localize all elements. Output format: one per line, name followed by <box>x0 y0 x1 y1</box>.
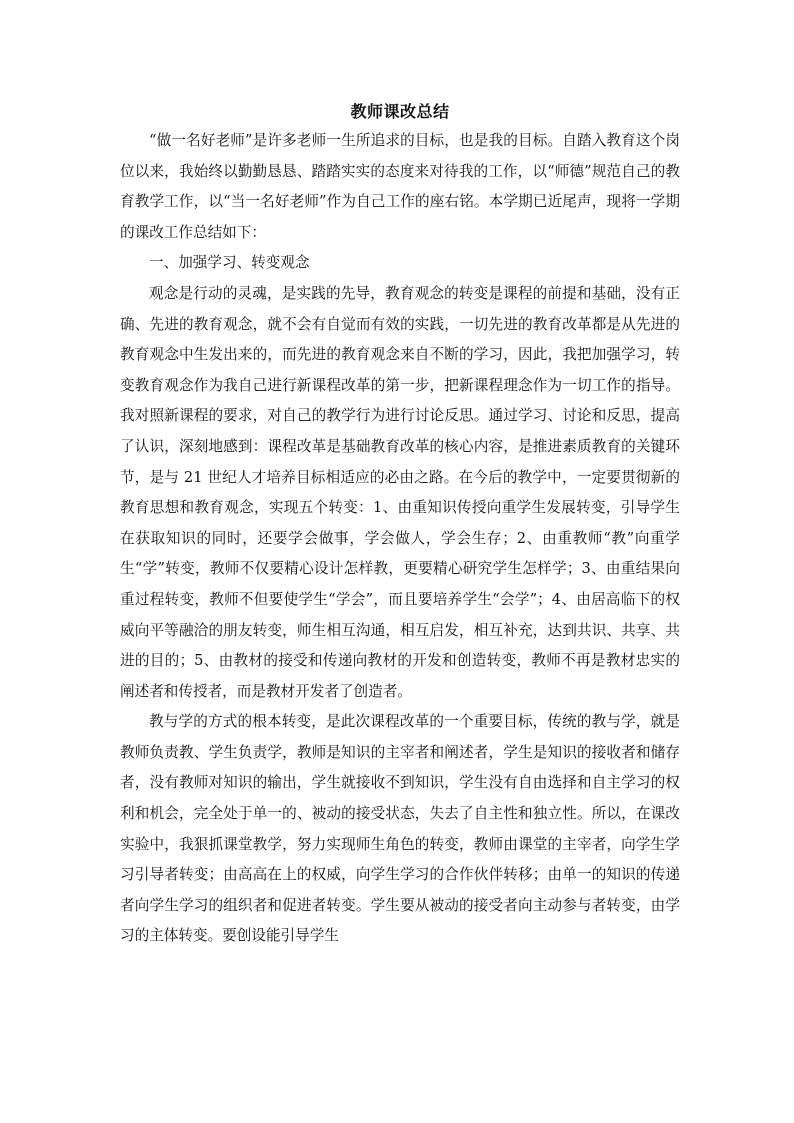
document-title: 教师课改总结 <box>350 102 450 121</box>
section-heading-1: 一、加强学习、转变观念 <box>149 254 310 272</box>
paragraph-intro: “做一名好老师”是许多老师一生所追求的目标，也是我的目标。自踏入教育这个岗位以来，我始终以勤勤恳恳、踏踏实实的态度来对待我的工作，以“师德”规范自己的教育教学工作，以“当一名好老师”作为自己工作的座右铭。本学期已近尾声，现将一学期的课改工作总结如下： <box>120 132 680 241</box>
paragraph-teaching-methods: 教与学的方式的根本转变，是此次课程改革的一个重要目标，传统的教与学，就是教师负责教、学生负责学，教师是知识的主宰者和阐述者，学生是知识的接收者和储存者，没有教师对知识的输出，学生就接收不到知识，学生没有自由选择和自主学习的权利和机会，完全处于单一的、被动的接受状态，失去了自主性和独立性。所以，在课改实验中，我狠抓课堂教学，努力实现师生角色的转变，教师由课堂的主宰者，向学生学习引导者转变；由高高在上的权威，向学生学习的合作伙伴转移；由单一的知识的传递者向学生学习的组织者和促进者转变。学生要从被动的接受者向主动参与者转变，由学习的主体转变。要创设能引导学生 <box>120 713 680 945</box>
paragraph-concept: 观念是行动的灵魂，是实践的先导，教育观念的转变是课程的前提和基础，没有正确、先进的教育观念，就不会有自觉而有效的实践，一切先进的教育改革都是从先进的教育观念中生发出来的，而先进的教育观念来自不断的学习，因此，我把加强学习，转变教育观念作为我自己进行新课程改革的第一步，把新课程理念作为一切工作的指导。我对照新课程的要求，对自己的教学行为进行讨论反思。通过学习、讨论和反思，提高了认识，深刻地感到：课程改革是基础教育改革的核心内容，是推进素质教育的关键环节，是与 21 世纪人才培养目标相适应的必由之路。在今后的教学中，一定要贯彻新的教育思想和教育观念，实现五个转变：1、由重知识传授向重学生发展转变，引导学生在获取知识的同时，还要学会做事，学会做人，学会生存；2、由重教师“教”向重学生“学”转变，教师不仅要精心设计怎样教，更要精心研究学生怎样学；3、由重结果向重过程转变，教师不但要使学生“学会”，而且要培养学生“会学”；4、由居高临下的权威向平等融洽的朋友转变，师生相互沟通，相互启发，相互补充，达到共识、共享、共进的目的；5、由教材的接受和传递向教材的开发和创造转变，教师不再是教材忠实的阐述者和传授者，而是教材开发者了创造者。 <box>120 284 680 700</box>
document-page <box>120 100 680 952</box>
